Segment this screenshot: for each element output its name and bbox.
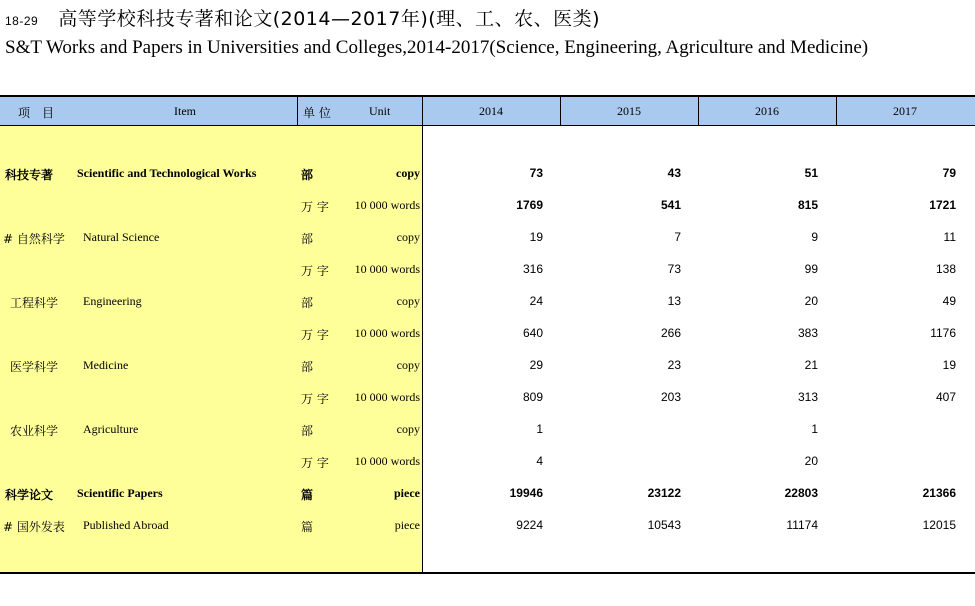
cell-2016: 11174 xyxy=(786,518,818,532)
row-unit-en: 10 000 words xyxy=(354,326,420,340)
divider-item-unit xyxy=(297,97,298,125)
cell-2017: 21366 xyxy=(922,486,956,500)
cell-2015: 13 xyxy=(667,294,681,308)
row-unit-cn: 万 字 xyxy=(301,200,329,214)
table-row xyxy=(0,454,975,474)
row-unit-cn: 部 xyxy=(301,424,314,438)
row-unit-en: 10 000 words xyxy=(354,262,420,276)
row-item-cn: # 自然科学 xyxy=(3,232,65,246)
cell-2014: 4 xyxy=(536,454,543,468)
row-item-en: Engineering xyxy=(83,294,142,308)
title-cn-text: 高等学校科技专著和论文(2014—2017年)(理、工、农、医类) xyxy=(58,8,601,30)
cell-2017: 1721 xyxy=(929,198,956,212)
row-item-cn: # 国外发表 xyxy=(3,520,65,534)
table-row xyxy=(0,326,975,346)
row-unit-en: piece xyxy=(394,486,420,500)
row-item-cn: 医学科学 xyxy=(10,360,59,374)
row-item-en: Natural Science xyxy=(83,230,160,244)
table-row xyxy=(0,294,975,314)
row-unit-cn: 部 xyxy=(301,296,314,310)
header-unit-en: Unit xyxy=(369,104,391,118)
cell-2015: 73 xyxy=(667,262,681,276)
cell-2015: 43 xyxy=(667,166,681,180)
row-item-en: Scientific and Technological Works xyxy=(77,166,257,180)
cell-2014: 316 xyxy=(522,262,543,276)
cell-2016: 1 xyxy=(811,422,818,436)
cell-2015: 266 xyxy=(660,326,681,340)
cell-2016: 20 xyxy=(804,454,818,468)
table-number: 18-29 xyxy=(5,14,39,28)
cell-2014: 9224 xyxy=(516,518,543,532)
cell-2015: 23122 xyxy=(647,486,681,500)
row-unit-en: 10 000 words xyxy=(354,198,420,212)
cell-2017: 407 xyxy=(935,390,956,404)
row-item-en: Published Abroad xyxy=(83,518,169,532)
row-item-cn: 科技专著 xyxy=(5,168,54,182)
cell-2016: 383 xyxy=(797,326,818,340)
page-title-cn xyxy=(5,4,600,31)
cell-2015: 203 xyxy=(660,390,681,404)
cell-2015: 10543 xyxy=(647,518,681,532)
row-unit-cn: 万 字 xyxy=(301,392,329,406)
row-unit-en: copy xyxy=(396,294,420,308)
cell-2017: 138 xyxy=(935,262,956,276)
header-year-2014: 2014 xyxy=(479,104,503,118)
row-item-en: Scientific Papers xyxy=(77,486,163,500)
cell-2016: 9 xyxy=(811,230,818,244)
cell-2014: 29 xyxy=(529,358,543,372)
cell-2017: 19 xyxy=(942,358,956,372)
row-unit-en: copy xyxy=(396,422,420,436)
divider-2016-2017 xyxy=(836,97,837,125)
bottom-rule xyxy=(0,572,975,574)
cell-2014: 24 xyxy=(529,294,543,308)
table-row xyxy=(0,358,975,378)
header-unit-cn: 单 位 xyxy=(303,106,331,120)
row-unit-en: 10 000 words xyxy=(354,390,420,404)
row-unit-cn: 万 字 xyxy=(301,328,329,342)
table-row xyxy=(0,390,975,410)
cell-2015: 7 xyxy=(674,230,681,244)
cell-2015: 23 xyxy=(667,358,681,372)
cell-2014: 640 xyxy=(522,326,543,340)
top-rule xyxy=(0,95,975,97)
header-item-cn: 项 目 xyxy=(18,106,55,120)
row-unit-en: copy xyxy=(396,166,420,180)
header-year-2016: 2016 xyxy=(755,104,779,118)
row-item-cn: 工程科学 xyxy=(10,296,59,310)
cell-2016: 815 xyxy=(797,198,818,212)
row-unit-cn: 篇 xyxy=(301,520,314,534)
cell-2015: 541 xyxy=(660,198,681,212)
cell-2014: 19 xyxy=(529,230,543,244)
cell-2016: 22803 xyxy=(784,486,818,500)
row-item-en: Agriculture xyxy=(83,422,139,436)
header-rule xyxy=(0,125,975,126)
cell-2016: 313 xyxy=(797,390,818,404)
cell-2016: 99 xyxy=(804,262,818,276)
row-item-cn: 农业科学 xyxy=(10,424,59,438)
page-title-en: S&T Works and Papers in Universities and Colleges,2014-2017(Science, Engineering, Agriculture and Medicine) xyxy=(5,37,869,58)
header-year-2015: 2015 xyxy=(617,104,641,118)
cell-2016: 20 xyxy=(804,294,818,308)
cell-2014: 809 xyxy=(522,390,543,404)
row-unit-cn: 万 字 xyxy=(301,264,329,278)
row-item-en: Medicine xyxy=(83,358,129,372)
cell-2017: 11 xyxy=(943,230,956,244)
cell-2017: 49 xyxy=(942,294,956,308)
row-unit-en: copy xyxy=(396,230,420,244)
divider-2014-2015 xyxy=(560,97,561,125)
row-unit-cn: 部 xyxy=(301,168,314,182)
divider-2015-2016 xyxy=(698,97,699,125)
row-unit-en: copy xyxy=(396,358,420,372)
cell-2014: 19946 xyxy=(509,486,543,500)
row-item-cn: 科学论文 xyxy=(5,488,54,502)
cell-2017: 79 xyxy=(942,166,956,180)
row-unit-en: piece xyxy=(394,518,420,532)
cell-2017: 12015 xyxy=(922,518,956,532)
row-unit-en: 10 000 words xyxy=(354,454,420,468)
cell-2014: 73 xyxy=(529,166,543,180)
table-row xyxy=(0,422,975,442)
header-item-en: Item xyxy=(174,104,196,118)
table-row xyxy=(0,518,975,538)
cell-2014: 1 xyxy=(536,422,543,436)
cell-2017: 1176 xyxy=(930,326,956,340)
cell-2016: 21 xyxy=(804,358,818,372)
cell-2016: 51 xyxy=(804,166,818,180)
row-unit-cn: 篇 xyxy=(301,488,314,502)
row-unit-cn: 万 字 xyxy=(301,456,329,470)
row-unit-cn: 部 xyxy=(301,360,314,374)
table-row xyxy=(0,230,975,250)
table-row xyxy=(0,198,975,218)
cell-2014: 1769 xyxy=(516,198,543,212)
row-unit-cn: 部 xyxy=(301,232,314,246)
table-row xyxy=(0,166,975,186)
table-row xyxy=(0,262,975,282)
header-year-2017: 2017 xyxy=(893,104,917,118)
table-row xyxy=(0,486,975,506)
